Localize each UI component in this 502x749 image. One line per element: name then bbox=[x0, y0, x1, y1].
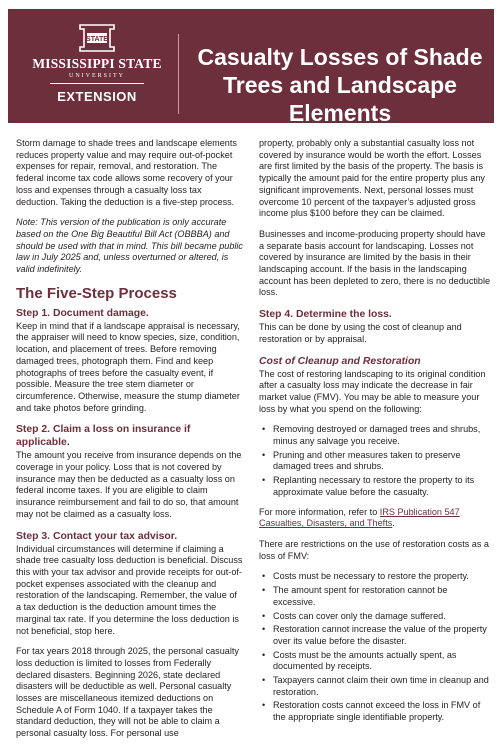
intro-paragraph: Storm damage to shade trees and landscape elements reduces property value and may require out-of-pocket expenses for repair, removal, and restoration. The federal income tax code allows some recovery of your loss and expenses through a casualty loss tax deduction. Taking the deduction is a five-step process. bbox=[16, 138, 237, 207]
logo-university-sub: UNIVERSITY bbox=[69, 73, 125, 79]
list-item: • Restoration costs cannot exceed the loss in FMV of the appropriate single identifiable property. bbox=[259, 700, 491, 723]
list-item: • Pruning and other measures taken to preserve damaged trees and shrubs. bbox=[259, 450, 491, 473]
title-line-2: Trees and Landscape Elements bbox=[223, 72, 457, 126]
restrictions-intro: There are restrictions on the use of restoration costs as a loss of FMV: bbox=[259, 538, 489, 561]
step3-body-2: For tax years 2018 through 2025, the personal casualty loss deduction is limited to losses from Federally declared disasters. Beginning 2026, state declared disasters will be deductible as well. Personal casualty losses are miscellaneous itemized deductions on Schedule A of Form 1040. If a taxpayer takes the standard deduction, they will not be able to claim a personal casualty loss. For personal use bbox=[16, 646, 239, 739]
left-column bbox=[16, 138, 244, 749]
list-item: • The amount spent for restoration cannot be excessive. bbox=[259, 585, 491, 608]
step3-heading: Step 3. Contact your tax advisor. bbox=[16, 530, 178, 542]
step2-heading: Step 2. Claim a loss on insurance if applicable. bbox=[16, 424, 191, 449]
cost-list bbox=[259, 424, 491, 498]
list-item: • Costs can cover only the damage suffered. bbox=[259, 611, 491, 623]
title-divider bbox=[178, 34, 179, 114]
list-item: • Taxpayers cannot claim their own time in cleanup and restoration. bbox=[259, 675, 491, 698]
step2-body: The amount you receive from insurance depends on the coverage in your policy. Loss that is not covered by insurance may then be deducted as a casualty loss on federal income taxes. If you are eligible to claim insurance reimbursement and fail to do so, that amount may not be claimed as a casualty loss. bbox=[16, 450, 242, 519]
list-item: • Replanting necessary to restore the property to its approximate value before the casualty. bbox=[259, 475, 491, 498]
irs-publication-link[interactable]: IRS Publication 547 Casualties, Disasters, and Thefts bbox=[259, 506, 460, 529]
logo-rule bbox=[50, 83, 144, 84]
more-info-suffix: . bbox=[392, 518, 395, 529]
list-item: • Costs must be the amounts actually spent, as documented by receipts. bbox=[259, 650, 491, 673]
step1-body: Keep in mind that if a landscape appraisal is necessary, the appraiser will need to know species, size, condition, location, and placement of trees. Before removing damaged trees, photograph them. Find and keep photographs of trees before the casualty event, if possible. Measure the tree stem diameter or circumference. Otherwise, measure the stump diameter and take photos before grinding. bbox=[16, 320, 240, 413]
business-paragraph: Businesses and income-producing property should have a separate basis account for landscaping. Losses not covered by insurance are limited by the basis in their landscaping account. If the basis in the landscaping account has been depleted to zero, there is no deductible loss. bbox=[259, 228, 491, 298]
list-item: • Costs must be necessary to restore the property. bbox=[259, 571, 491, 583]
header bbox=[0, 0, 502, 128]
note-paragraph: Note: This version of the publication is only accurate based on the One Big Beautiful Bill Act (OBBBA) and should be used with that in mind. This bill became public law in July 2025 and, unless overturned or altered, is valid indefinitely. bbox=[16, 217, 243, 275]
list-item: • Restoration cannot increase the value of the property over its value before the disaster. bbox=[259, 624, 491, 647]
cost-heading: Cost of Cleanup and Restoration bbox=[259, 355, 421, 367]
more-info-paragraph bbox=[259, 507, 491, 530]
header-banner bbox=[8, 9, 494, 126]
continued-paragraph: property, probably only a substantial casualty loss not covered by insurance would be worth the effort. Losses are first limited by the basis of the property. The basis is typically the amount paid for the entire property plus any significant improvements. Next, personal losses must overcome 10 percent of the taxpayer’s adjusted gross income plus $100 before they can be claimed. bbox=[259, 138, 485, 219]
step4-body: This can be done by using the cost of cleanup and restoration or by appraisal. bbox=[259, 322, 462, 344]
step1-heading: Step 1. Document damage. bbox=[16, 307, 149, 319]
step4-heading: Step 4. Determine the loss. bbox=[259, 309, 392, 321]
right-column bbox=[259, 138, 491, 732]
more-info-prefix: For more information, refer to bbox=[259, 506, 380, 517]
msu-extension-logo bbox=[32, 23, 162, 123]
emblem-text: STATE bbox=[86, 36, 108, 43]
step3-body: Individual circumstances will determine if claiming a shade tree casualty loss deduction is beneficial. Discuss this with your tax advisor and provide receipts for out-of-pocket expenses associated with the cleanup and restoration of the landscaping. Remember, the value of a tax deduction is the deduction amount times the marginal tax rate. If you determine the loss deduction is not beneficial, stop here. bbox=[16, 543, 243, 636]
logo-extension: EXTENSION bbox=[57, 89, 137, 104]
logo-university: MISSISSIPPI STATE bbox=[32, 56, 162, 71]
restrictions-list bbox=[259, 571, 491, 723]
list-item: • Removing destroyed or damaged trees and shrubs, minus any salvage you receive. bbox=[259, 424, 491, 447]
section-title: The Five-Step Process bbox=[16, 284, 177, 302]
cost-body: The cost of restoring landscaping to its original condition after a casualty loss may indicate the decrease in fair market value (FMV). You may be able to measure your loss by what you spend on the following: bbox=[259, 368, 486, 414]
msu-emblem-icon bbox=[76, 23, 118, 53]
page-title bbox=[186, 43, 494, 127]
title-line-1: Casualty Losses of Shade bbox=[197, 44, 483, 70]
